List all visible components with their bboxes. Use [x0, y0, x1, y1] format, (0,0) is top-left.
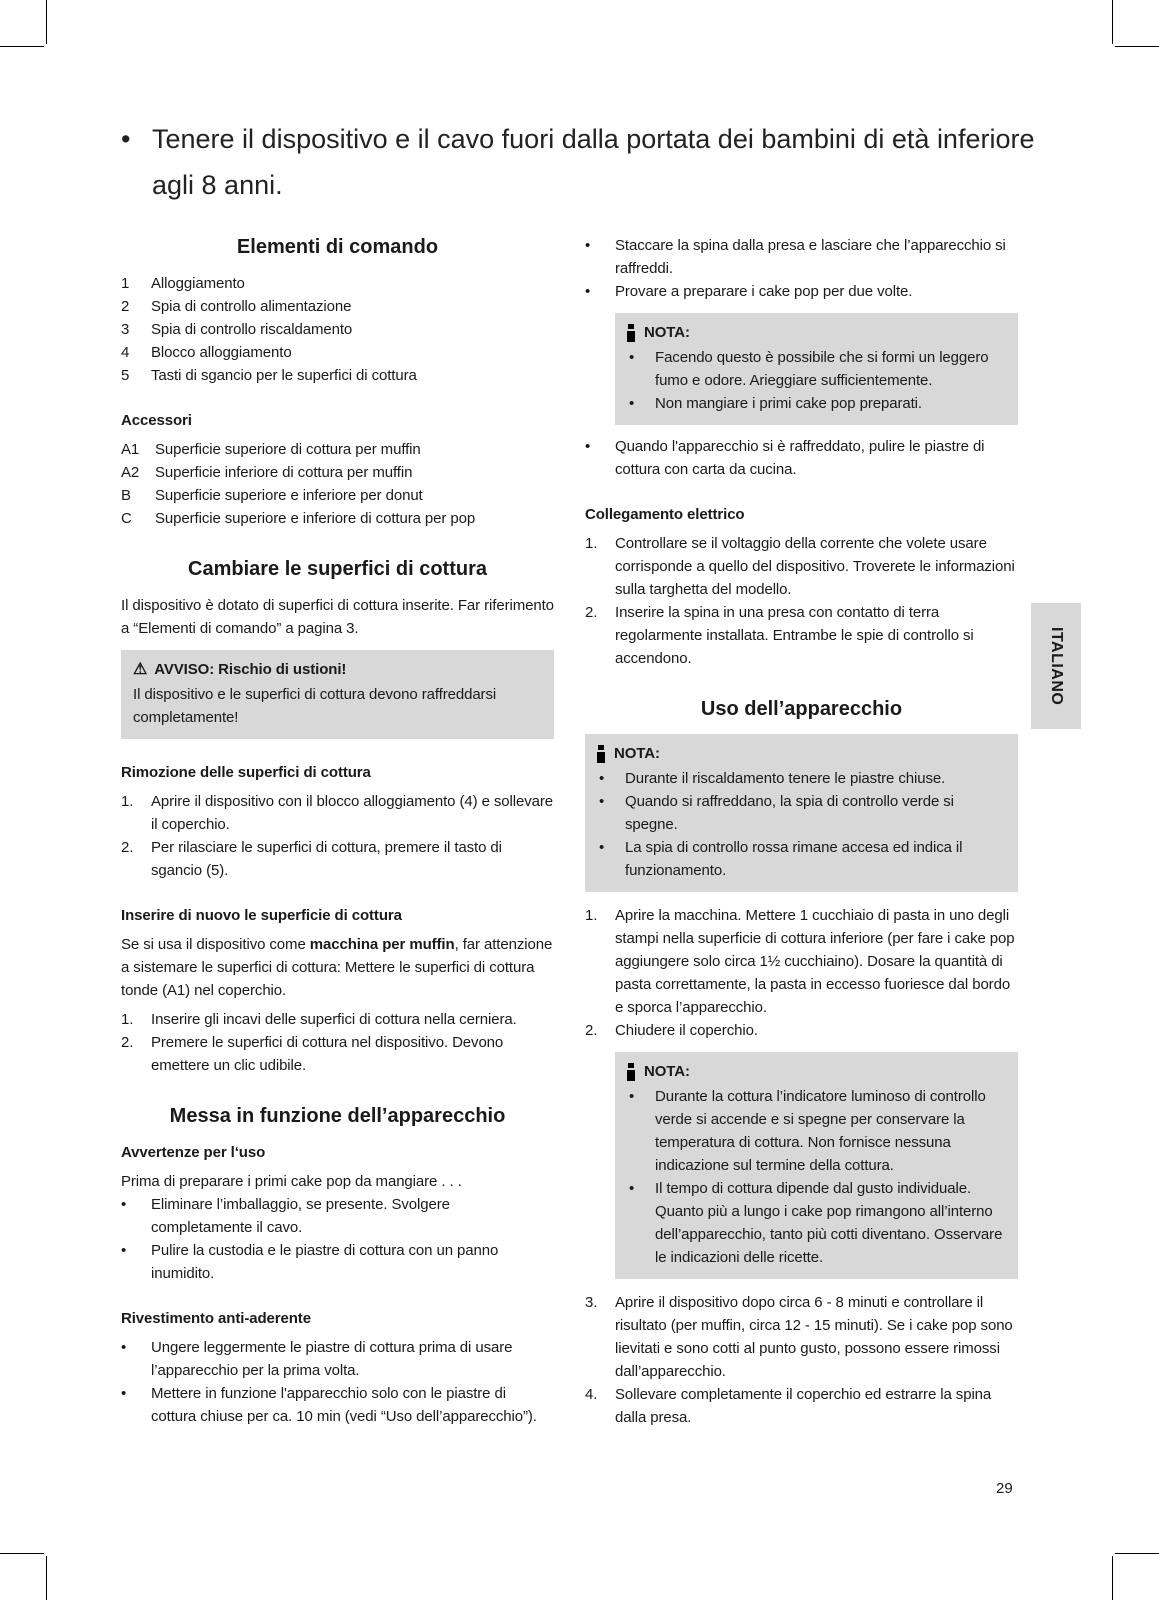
- bullet-glyph: •: [599, 770, 605, 787]
- steps-list: [121, 1008, 554, 1077]
- bullet-text: Durante il riscaldamento tenere le piastre chiuse.: [625, 770, 946, 787]
- note-box: [615, 313, 1018, 425]
- warning-icon: ⚠: [133, 660, 148, 678]
- step-item: [585, 1019, 1018, 1042]
- list-item: [121, 295, 554, 318]
- bullet-item: [627, 1177, 1006, 1269]
- heading-collegamento-elettrico: Collegamento elettrico: [585, 506, 745, 523]
- list-item: [121, 507, 554, 530]
- bullet-item: [627, 392, 1006, 415]
- bullet-item: [597, 767, 1006, 790]
- bullet-glyph: •: [629, 1180, 635, 1197]
- steps-list: [585, 532, 1018, 670]
- step-number: 1.: [121, 1011, 134, 1028]
- bullet-item: [627, 346, 1006, 392]
- crop-mark: [1115, 46, 1159, 47]
- paragraph: Prima di preparare i primi cake pop da mangiare . . .: [121, 1173, 462, 1190]
- bullet-text: Eliminare l’imballaggio, se presente. Svolgere completamente il cavo.: [151, 1196, 450, 1236]
- note-title: [627, 1060, 1006, 1083]
- list-text: Blocco alloggiamento: [151, 344, 292, 361]
- bullet-item: [597, 790, 1006, 836]
- list-text: Spia di controllo riscaldamento: [151, 321, 353, 338]
- crop-mark: [46, 0, 47, 44]
- bullet-text: Mettere in funzione l'apparecchio solo con le piastre di cottura chiuse per ca. 10 min (vedi “Uso dell’apparecchio”).: [151, 1385, 537, 1425]
- step-text: Aprire il dispositivo dopo circa 6 - 8 minuti e controllare il risultato (per muffin, circa 12 - 15 minuti). Se i cake pop sono lievitati e sono cotti al punto gusto, possono essere rimossi dall’apparecchio.: [615, 1294, 1013, 1380]
- bullet-text: Ungere leggermente le piastre di cottura prima di usare l’apparecchio per la prima volta.: [151, 1339, 513, 1379]
- crop-mark: [46, 1556, 47, 1600]
- bullet-text: La spia di controllo rossa rimane accesa ed indica il funzionamento.: [625, 839, 963, 879]
- step-text: Premere le superfici di cottura nel dispositivo. Devono emettere un clic udibile.: [151, 1034, 504, 1074]
- step-number: 3.: [585, 1294, 598, 1311]
- language-tab-label: ITALIANO: [1048, 626, 1065, 706]
- bullet-text: Durante la cottura l’indicatore luminoso di controllo verde si accende e si spegne per conservare la temperatura di cottura. Non fornisce nessuna indicazione sul termine della cottura.: [655, 1088, 986, 1174]
- bullet-item: [121, 1336, 554, 1382]
- bullet-glyph: •: [599, 839, 605, 856]
- language-tab-italiano: [1031, 603, 1081, 729]
- left-column: [121, 234, 554, 1428]
- list-item: [121, 272, 554, 295]
- warning-title: [133, 658, 542, 681]
- bullet-list: [121, 1193, 554, 1285]
- bullet-item: [121, 1382, 554, 1428]
- bullet-list: [121, 1336, 554, 1428]
- step-item: [585, 1291, 1018, 1383]
- warning-body: Il dispositivo e le superfici di cottura devono raffreddarsi completamente!: [133, 686, 497, 726]
- list-item: [121, 438, 554, 461]
- list-text: Spia di controllo alimentazione: [151, 298, 352, 315]
- warning-box: [121, 650, 554, 739]
- right-column: [585, 234, 1018, 1429]
- list-item: [121, 341, 554, 364]
- note-title: [597, 742, 1006, 765]
- step-item: [121, 836, 554, 882]
- list-label: C: [121, 510, 132, 527]
- bullet-glyph: •: [629, 395, 635, 412]
- step-number: 1.: [585, 907, 598, 924]
- bullet-glyph: •: [629, 349, 635, 366]
- steps-list: [585, 1291, 1018, 1429]
- step-text: Aprire il dispositivo con il blocco alloggiamento (4) e sollevare il coperchio.: [151, 793, 554, 833]
- note-title-text: NOTA:: [614, 745, 660, 762]
- step-number: 1.: [121, 793, 134, 810]
- list-label: A1: [121, 441, 140, 458]
- bullet-text: Staccare la spina dalla presa e lasciare che l’apparecchio si raffreddi.: [615, 237, 1006, 277]
- list-text: Superficie superiore e inferiore per donut: [155, 487, 423, 504]
- safety-notice: [121, 116, 1057, 208]
- step-text: Per rilasciare le superfici di cottura, premere il tasto di sgancio (5).: [151, 839, 502, 879]
- step-item: [121, 790, 554, 836]
- step-number: 1.: [585, 535, 598, 552]
- step-number: 4.: [585, 1386, 598, 1403]
- list-text: Superficie superiore di cottura per muffin: [155, 441, 421, 458]
- controls-list: [121, 272, 554, 387]
- list-item: [121, 318, 554, 341]
- bullet-text: Pulire la custodia e le piastre di cottura con un panno inumidito.: [151, 1242, 499, 1282]
- note-title: [627, 321, 1006, 344]
- list-item: [121, 461, 554, 484]
- step-item: [585, 904, 1018, 1019]
- steps-list: [121, 790, 554, 882]
- step-number: 2.: [121, 1034, 134, 1051]
- bullet-glyph: •: [121, 1196, 127, 1213]
- bullet-glyph: •: [121, 1339, 127, 1356]
- bullet-item: [597, 836, 1006, 882]
- bullet-glyph: •: [599, 793, 605, 810]
- crop-mark: [1112, 0, 1113, 44]
- heading-accessori: Accessori: [121, 412, 192, 429]
- list-label: A2: [121, 464, 140, 481]
- warning-title-text: AVVISO: Rischio di ustioni!: [154, 661, 347, 678]
- bullet-glyph: •: [121, 1385, 127, 1402]
- crop-mark: [0, 1553, 44, 1554]
- step-text: Inserire gli incavi delle superfici di cottura nella cerniera.: [151, 1011, 517, 1028]
- paragraph-bold-text: macchina per muffin: [309, 936, 455, 953]
- list-label: 1: [121, 275, 130, 292]
- bullet-text: Quando l'apparecchio si è raffreddato, pulire le piastre di cottura con carta da cucina.: [615, 438, 985, 478]
- list-item: [121, 484, 554, 507]
- bullet-glyph: •: [585, 283, 591, 300]
- list-label: 4: [121, 344, 130, 361]
- bullet-text: Facendo questo è possibile che si formi un leggero fumo e odore. Arieggiare sufficientemente.: [655, 349, 989, 389]
- list-text: Superficie inferiore di cottura per muffin: [155, 464, 413, 481]
- bullet-item: [627, 1085, 1006, 1177]
- step-number: 2.: [585, 604, 598, 621]
- bullet-text: Provare a preparare i cake pop per due volte.: [615, 283, 913, 300]
- bullet-item: [585, 234, 1018, 280]
- note-title-text: NOTA:: [644, 324, 690, 341]
- crop-mark: [0, 46, 44, 47]
- bullet-text: Quando si raffreddano, la spia di controllo verde si spegne.: [625, 793, 954, 833]
- heading-inserire-di-nuovo: Inserire di nuovo le superficie di cottura: [121, 907, 402, 924]
- bullet-text: Non mangiare i primi cake pop preparati.: [655, 395, 922, 412]
- step-item: [585, 1383, 1018, 1429]
- step-text: Inserire la spina in una presa con contatto di terra regolarmente installata. Entrambe le spie di controllo si accendono.: [615, 604, 974, 667]
- heading-uso-apparecchio: Uso dell’apparecchio: [700, 698, 903, 720]
- crop-mark: [1115, 1553, 1159, 1554]
- step-text: Sollevare completamente il coperchio ed estrarre la spina dalla presa.: [615, 1386, 992, 1426]
- bullet-glyph: •: [629, 1088, 635, 1105]
- bullet-item: [121, 1193, 554, 1239]
- list-item: [121, 364, 554, 387]
- accessories-list: [121, 438, 554, 530]
- heading-elementi-di-comando: Elementi di comando: [236, 236, 439, 258]
- info-icon: [627, 324, 635, 342]
- step-text: Chiudere il coperchio.: [615, 1022, 758, 1039]
- step-text: Controllare se il voltaggio della corrente che volete usare corrisponde a quello del dispositivo. Troverete le informazioni sulla targhetta del modello.: [615, 535, 1015, 598]
- step-item: [121, 1031, 554, 1077]
- bullet-item: [585, 435, 1018, 481]
- info-icon: [597, 745, 605, 763]
- list-label: 2: [121, 298, 130, 315]
- paragraph: [121, 933, 554, 1002]
- heading-cambiare-superfici: Cambiare le superfici di cottura: [188, 558, 487, 580]
- note-title-text: NOTA:: [644, 1063, 690, 1080]
- safety-notice-text: Tenere il dispositivo e il cavo fuori dalla portata dei bambini di età inferiore agli 8 anni.: [152, 124, 1035, 200]
- crop-mark: [1112, 1556, 1113, 1600]
- paragraph-text: , far attenzione a sistemare le superfici di cottura: Mettere le superfici di cottura tonde (A1) nel coperchio.: [121, 936, 553, 999]
- list-label: 5: [121, 367, 130, 384]
- list-text: Superficie superiore e inferiore di cottura per pop: [155, 510, 476, 527]
- bullet-list: [585, 234, 1018, 303]
- paragraph-text: Se si usa il dispositivo come: [121, 936, 310, 953]
- heading-rivestimento: Rivestimento anti-aderente: [121, 1310, 311, 1327]
- note-box: [615, 1052, 1018, 1279]
- note-box: [585, 734, 1018, 892]
- info-icon: [627, 1063, 635, 1081]
- paragraph: Il dispositivo è dotato di superfici di cottura inserite. Far riferimento a “Elementi di comando” a pagina 3.: [121, 597, 554, 637]
- step-item: [121, 1008, 554, 1031]
- step-item: [585, 601, 1018, 670]
- page-number: 29: [996, 1480, 1013, 1497]
- bullet-glyph: •: [121, 124, 131, 154]
- heading-messa-in-funzione: Messa in funzione dell’apparecchio: [169, 1105, 506, 1127]
- list-text: Alloggiamento: [151, 275, 245, 292]
- step-number: 2.: [121, 839, 134, 856]
- bullet-text: Il tempo di cottura dipende dal gusto individuale. Quanto più a lungo i cake pop rimangono all’interno dell’apparecchio, tanto più cotti diventano. Osservare le indicazioni delle ricette.: [655, 1180, 1003, 1266]
- bullet-item: [121, 1239, 554, 1285]
- bullet-glyph: •: [121, 1242, 127, 1259]
- step-number: 2.: [585, 1022, 598, 1039]
- heading-rimozione: Rimozione delle superfici di cottura: [121, 764, 371, 781]
- list-label: B: [121, 487, 131, 504]
- bullet-glyph: •: [585, 237, 591, 254]
- step-item: [585, 532, 1018, 601]
- bullet-item: [585, 280, 1018, 303]
- heading-avvertenze: Avvertenze per l‘uso: [121, 1144, 266, 1161]
- list-text: Tasti di sgancio per le superfici di cottura: [151, 367, 417, 384]
- list-label: 3: [121, 321, 130, 338]
- steps-list: [585, 904, 1018, 1042]
- bullet-glyph: •: [585, 438, 591, 455]
- step-text: Aprire la macchina. Mettere 1 cucchiaio di pasta in uno degli stampi nella superficie di cottura inferiore (per fare i cake pop aggiungere solo circa 1½ cucchiaino). Dosare la quantità di pasta correttamente, la pasta in eccesso fuoriesce dal bordo e sporca l’apparecchio.: [615, 907, 1015, 1016]
